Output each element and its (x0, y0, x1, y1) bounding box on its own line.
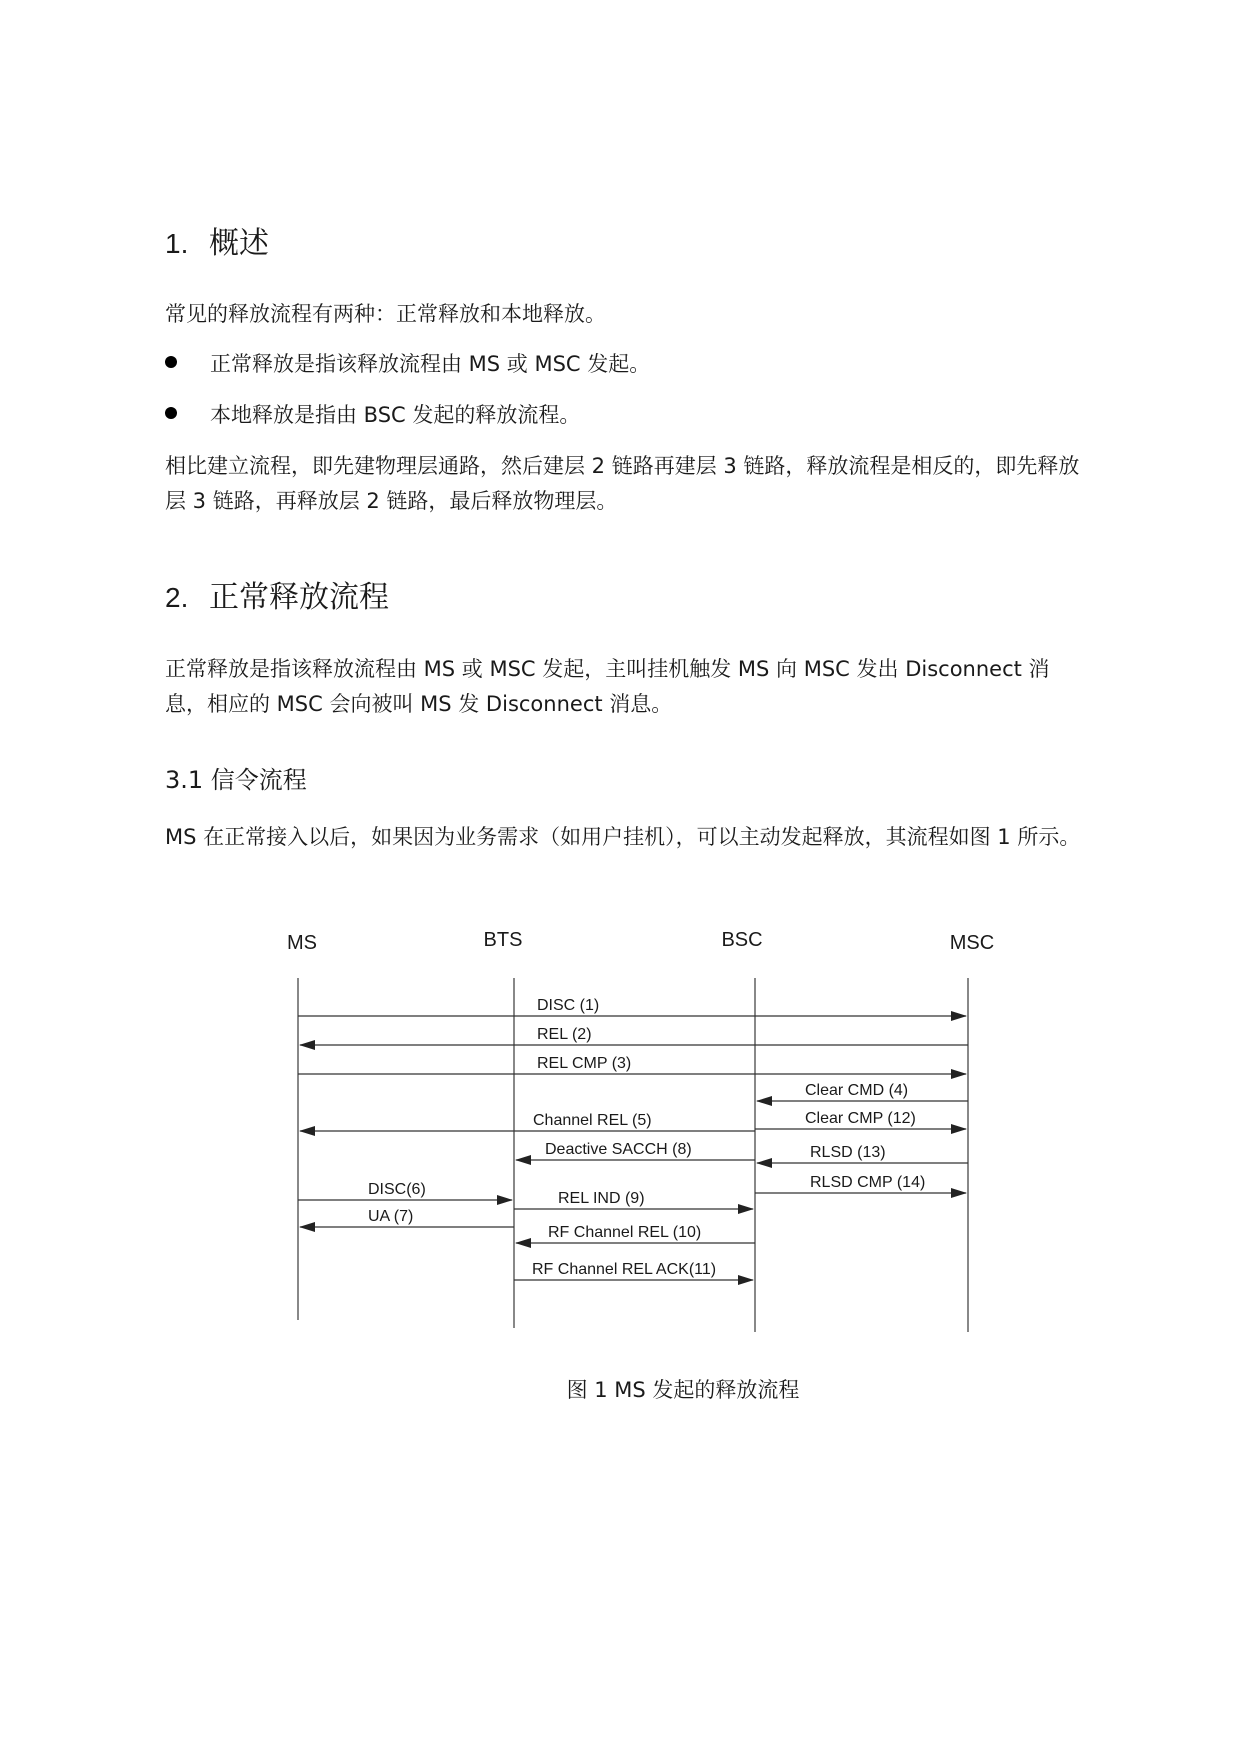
section-number: 1. (165, 228, 189, 259)
entity-label-ms: MS (287, 932, 317, 954)
entity-label-msc: MSC (949, 932, 995, 954)
overview-paragraph: 相比建立流程，即先建物理层通路，然后建层 2 链路再建层 3 链路，释放流程是相反的，即先释放层 3 链路，再释放层 2 链路，最后释放物理层。 (165, 454, 1080, 513)
normal-release-paragraph: 正常释放是指该释放流程由 MS 或 MSC 发起，主叫挂机触发 MS 向 MSC 发出 Disconnect 消息，相应的 MSC 会向被叫 MS 发 Disconnect 消息。 (165, 657, 1050, 716)
message-label: RLSD (13) (810, 1144, 886, 1161)
message-label: DISC(6) (368, 1181, 426, 1198)
message-label: Channel REL (5) (533, 1112, 652, 1129)
message-label: REL CMP (3) (537, 1055, 632, 1072)
message-label: RLSD CMP (14) (810, 1174, 926, 1191)
message-label: REL (2) (537, 1026, 592, 1043)
bullet-text: 正常释放是指该释放流程由 MS 或 MSC 发起。 (210, 352, 651, 376)
bullet-text: 本地释放是指由 BSC 发起的释放流程。 (210, 403, 581, 427)
section-title: 正常释放流程 (209, 580, 389, 615)
section-title: 概述 (209, 226, 269, 261)
entity-label-bts: BTS (483, 929, 523, 951)
subsection-paragraph: MS 在正常接入以后，如果因为业务需求（如用户挂机），可以主动发起释放，其流程如图 1 所示。 (165, 825, 1081, 849)
entity-label-bsc: BSC (721, 929, 763, 951)
subsection-heading: 3.1 信令流程 (165, 766, 307, 794)
message-label: REL IND (9) (558, 1190, 645, 1207)
message-label: Clear CMD (4) (805, 1082, 909, 1099)
message-label: Clear CMP (12) (805, 1110, 916, 1127)
message-label: RF Channel REL (10) (548, 1224, 702, 1241)
message-label: Deactive SACCH (8) (545, 1141, 692, 1158)
overview-intro: 常见的释放流程有两种：正常释放和本地释放。 (165, 302, 606, 326)
section-number: 2. (165, 582, 189, 613)
figure-caption: 图 1 MS 发起的释放流程 (566, 1378, 800, 1402)
message-label: UA (7) (368, 1208, 414, 1225)
message-label: RF Channel REL ACK(11) (532, 1261, 717, 1278)
message-label: DISC (1) (537, 997, 600, 1014)
